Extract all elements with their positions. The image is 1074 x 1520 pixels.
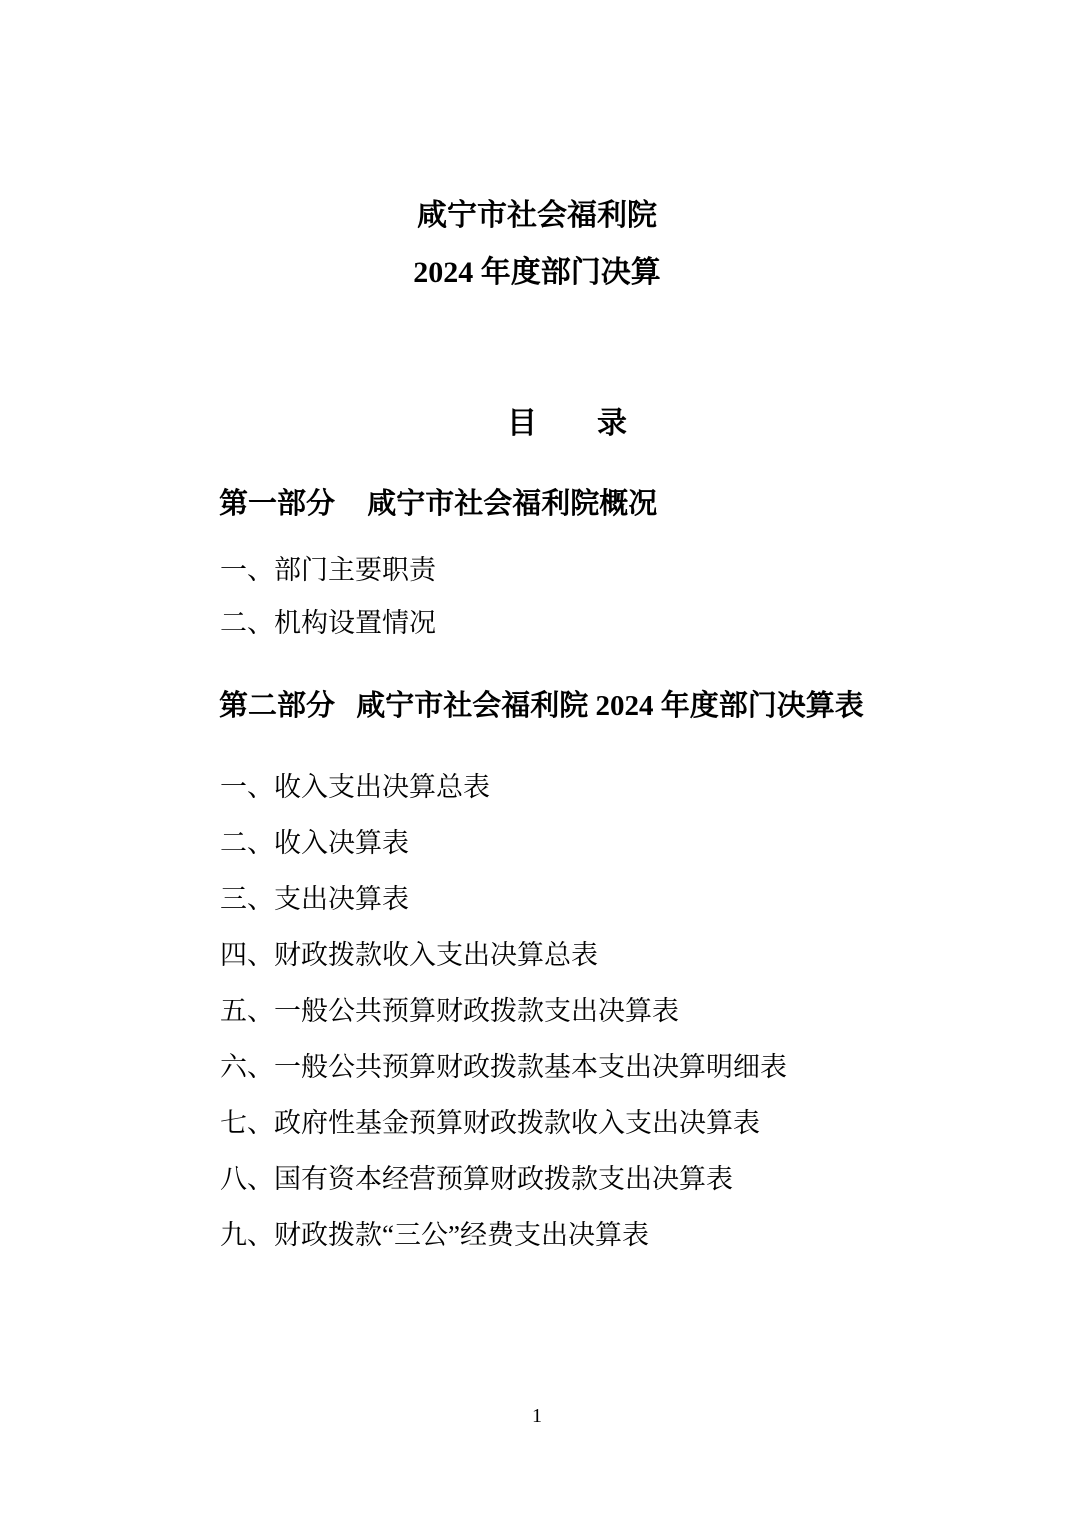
toc-item-part2-3: 三、支出决算表 (220, 884, 409, 914)
toc-item-part2-8: 八、国有资本经营预算财政拨款支出决算表 (220, 1164, 733, 1194)
toc-item-part2-7: 七、政府性基金预算财政拨款收入支出决算表 (220, 1108, 760, 1138)
part-1-title: 咸宁市社会福利院概况 (367, 488, 658, 520)
document-title-line1: 咸宁市社会福利院 (417, 199, 657, 232)
toc-item-part1-2: 二、机构设置情况 (220, 608, 436, 638)
part-2-title: 咸宁市社会福利院 2024 年度部门决算表 (356, 690, 864, 722)
toc-item-part2-5: 五、一般公共预算财政拨款支出决算表 (220, 996, 679, 1026)
part-1-label: 第一部分 (219, 488, 336, 520)
toc-item-part2-4: 四、财政拨款收入支出决算总表 (220, 940, 598, 970)
toc-item-part1-1: 一、部门主要职责 (220, 555, 436, 585)
part-2-heading (219, 690, 954, 722)
toc-item-part2-9: 九、财政拨款“三公”经费支出决算表 (220, 1220, 649, 1250)
part-1-heading (219, 488, 954, 520)
toc-item-part2-1: 一、收入支出决算总表 (220, 772, 490, 802)
page-number: 1 (532, 1405, 542, 1427)
toc-item-part2-6: 六、一般公共预算财政拨款基本支出决算明细表 (220, 1052, 787, 1082)
toc-heading: 目 录 (507, 407, 627, 440)
document-title-line2: 2024 年度部门决算 (413, 256, 661, 289)
toc-item-part2-2: 二、收入决算表 (220, 828, 409, 858)
part-2-label: 第二部分 (219, 690, 336, 722)
